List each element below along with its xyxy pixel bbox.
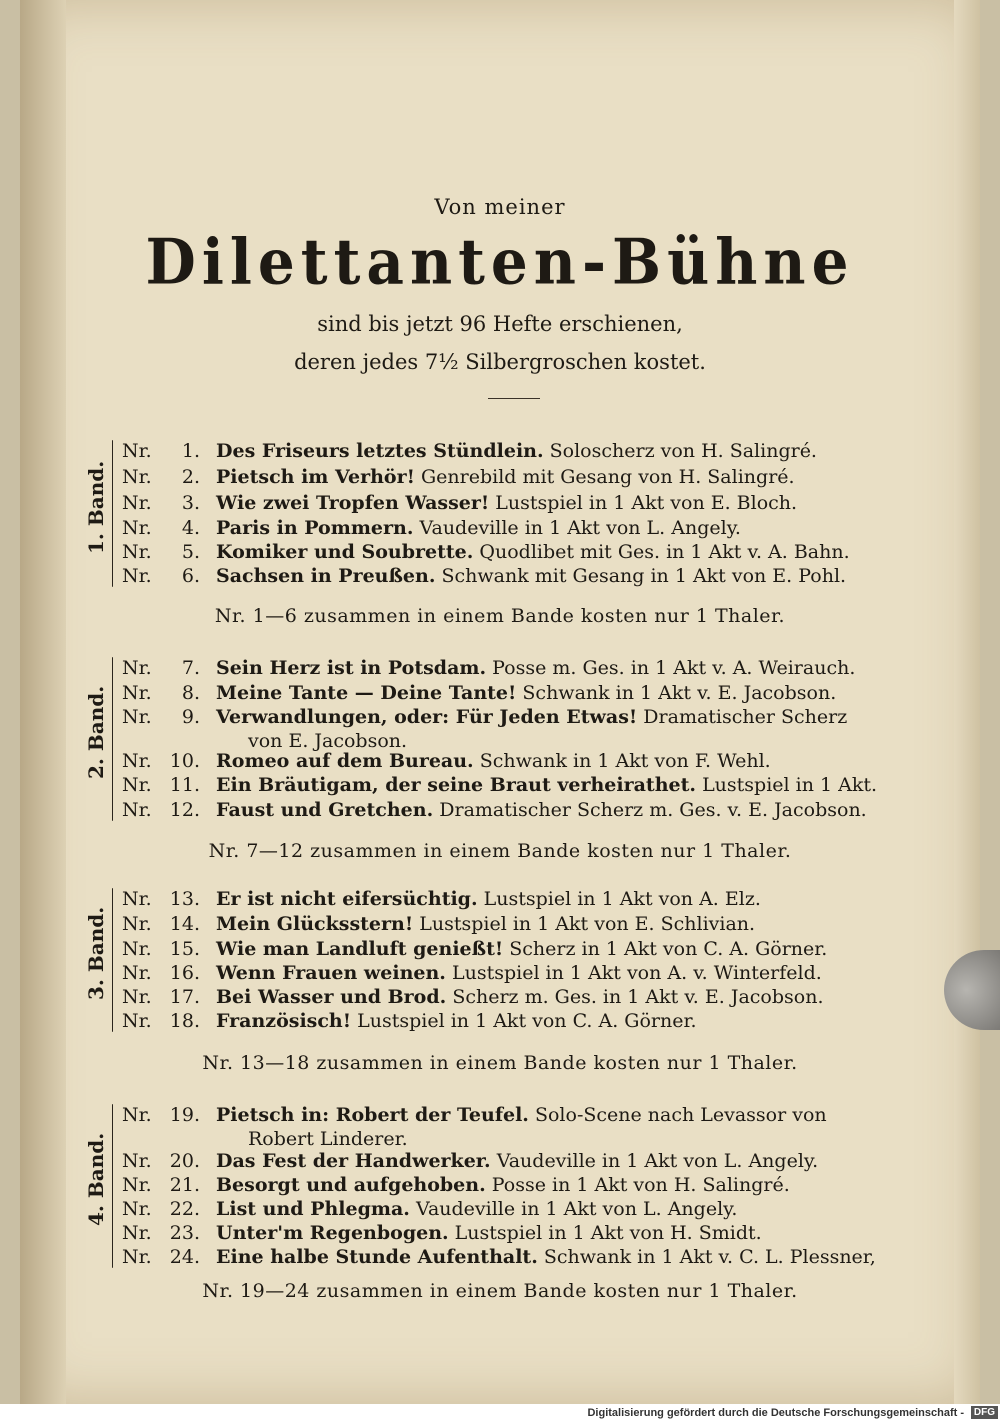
entry-text (216, 1222, 762, 1244)
volume-brace (112, 657, 113, 821)
entry-text (216, 657, 855, 679)
entry-text (216, 440, 817, 462)
volume-brace (112, 1104, 113, 1268)
volume-price-summary: Nr. 1—6 zusammen in einem Bande kosten nur 1 Thaler. (214, 605, 786, 627)
entry-number: 11. (169, 774, 200, 796)
play-description: Vaudeville in 1 Akt von L. Angely. (415, 1198, 738, 1220)
entry-number: 16. (169, 962, 200, 984)
play-title: Bei Wasser und Brod. (216, 986, 447, 1008)
play-description: Posse in 1 Akt von H. Salingré. (491, 1174, 790, 1196)
play-title: Besorgt und aufgehoben. (216, 1174, 486, 1196)
play-description: Dramatischer Scherz (643, 706, 848, 728)
entry-nr-label: Nr. (122, 1198, 152, 1220)
play-title: Er ist nicht eifersüchtig. (216, 888, 478, 910)
play-description-continued: von E. Jacobson. (248, 730, 408, 752)
play-description: Solo-Scene nach Levassor von (534, 1104, 827, 1126)
entry-number: 19. (169, 1104, 200, 1126)
play-description: Scherz m. Ges. in 1 Akt v. E. Jacobson. (452, 986, 824, 1008)
entry-text (216, 565, 846, 587)
entry-text (216, 986, 823, 1008)
entry-nr-label: Nr. (122, 706, 152, 728)
entry-number: 14. (169, 913, 200, 935)
header-info-line2: deren jedes 7½ Silbergroschen kostet. (294, 350, 706, 374)
play-title: Eine halbe Stunde Aufenthalt. (216, 1246, 538, 1268)
play-title: Komiker und Soubrette. (216, 541, 474, 563)
entry-text (216, 799, 867, 821)
volume-label: 4. Band. (84, 1132, 108, 1226)
play-description-continued: Robert Linderer. (248, 1128, 408, 1150)
entry-text (216, 1198, 737, 1220)
entry-number: 9. (181, 706, 200, 728)
play-description: Lustspiel in 1 Akt. (702, 774, 878, 796)
play-title: Das Fest der Handwerker. (216, 1150, 491, 1172)
entry-number: 23. (169, 1222, 200, 1244)
volume-brace (112, 440, 113, 587)
entry-number: 17. (169, 986, 200, 1008)
entry-nr-label: Nr. (122, 541, 152, 563)
entry-number: 10. (169, 750, 200, 772)
entry-nr-label: Nr. (122, 799, 152, 821)
play-description: Scherz in 1 Akt von C. A. Görner. (509, 938, 828, 960)
entry-nr-label: Nr. (122, 1010, 152, 1032)
page-title: Dilettanten-Bühne (145, 225, 855, 299)
dfg-logo: DFG (971, 1406, 998, 1419)
entry-number: 8. (181, 682, 200, 704)
header-divider (488, 398, 540, 399)
play-description: Lustspiel in 1 Akt von A. Elz. (483, 888, 761, 910)
play-title: Pietsch in: Robert der Teufel. (216, 1104, 529, 1126)
volume-price-summary: Nr. 7—12 zusammen in einem Bande kosten nur 1 Thaler. (208, 840, 792, 862)
volume-price-summary: Nr. 13—18 zusammen in einem Bande kosten nur 1 Thaler. (202, 1052, 798, 1074)
volume-price-summary: Nr. 19—24 zusammen in einem Bande kosten nur 1 Thaler. (202, 1280, 798, 1302)
entry-text (216, 492, 797, 514)
play-title: Wie man Landluft genießt! (216, 938, 504, 960)
play-description: Quodlibet mit Ges. in 1 Akt v. A. Bahn. (479, 541, 850, 563)
play-description: Lustspiel in 1 Akt von H. Smidt. (454, 1222, 762, 1244)
entry-text (216, 774, 877, 796)
entry-text (216, 682, 836, 704)
entry-number: 21. (169, 1174, 200, 1196)
play-title: Wie zwei Tropfen Wasser! (216, 492, 490, 514)
play-title: Faust und Gretchen. (216, 799, 434, 821)
entry-nr-label: Nr. (122, 466, 152, 488)
entry-number: 13. (169, 888, 200, 910)
entry-text (216, 466, 795, 488)
entry-text (216, 888, 761, 910)
play-description: Posse m. Ges. in 1 Akt v. A. Weirauch. (492, 657, 856, 679)
entry-nr-label: Nr. (122, 1246, 152, 1268)
play-description: Dramatischer Scherz m. Ges. v. E. Jacobson. (439, 799, 867, 821)
entry-text (216, 938, 827, 960)
play-title: Paris in Pommern. (216, 517, 414, 539)
play-title: List und Phlegma. (216, 1198, 410, 1220)
play-description: Schwank in 1 Akt v. C. L. Plessner, (543, 1246, 876, 1268)
play-description: Schwank mit Gesang in 1 Akt von E. Pohl. (441, 565, 847, 587)
entry-text (216, 541, 850, 563)
play-title: Meine Tante — Deine Tante! (216, 682, 517, 704)
entry-nr-label: Nr. (122, 1104, 152, 1126)
play-description: Schwank in 1 Akt von F. Wehl. (479, 750, 771, 772)
volume-brace (112, 888, 113, 1032)
volume-label: 1. Band. (84, 460, 108, 554)
entry-nr-label: Nr. (122, 962, 152, 984)
play-description: Soloscherz von H. Salingré. (549, 440, 817, 462)
entry-number: 1. (181, 440, 200, 462)
play-title: Romeo auf dem Bureau. (216, 750, 474, 772)
entry-number: 6. (181, 565, 200, 587)
entry-nr-label: Nr. (122, 657, 152, 679)
header-info-line1: sind bis jetzt 96 Hefte erschienen, (317, 312, 683, 336)
entry-nr-label: Nr. (122, 440, 152, 462)
play-description: Lustspiel in 1 Akt von C. A. Görner. (357, 1010, 697, 1032)
entry-number: 20. (169, 1150, 200, 1172)
entry-number: 5. (181, 541, 200, 563)
play-description: Lustspiel in 1 Akt von A. v. Winterfeld. (451, 962, 822, 984)
entry-text (216, 750, 771, 772)
entry-nr-label: Nr. (122, 1150, 152, 1172)
play-title: Verwandlungen, oder: Für Jeden Etwas! (216, 706, 638, 728)
play-description: Lustspiel in 1 Akt von E. Bloch. (495, 492, 798, 514)
entry-nr-label: Nr. (122, 888, 152, 910)
entry-text (216, 517, 741, 539)
play-title: Pietsch im Verhör! (216, 466, 415, 488)
entry-nr-label: Nr. (122, 986, 152, 1008)
entry-text (216, 1104, 827, 1126)
digitization-credit: Digitalisierung gefördert durch die Deutsche Forschungsgemeinschaft - (587, 1407, 964, 1419)
entry-nr-label: Nr. (122, 682, 152, 704)
entry-number: 3. (181, 492, 200, 514)
entry-number: 15. (169, 938, 200, 960)
play-title: Unter'm Regenbogen. (216, 1222, 449, 1244)
entry-number: 7. (181, 657, 200, 679)
play-title: Französisch! (216, 1010, 352, 1032)
entry-number: 4. (181, 517, 200, 539)
entry-number: 24. (169, 1246, 200, 1268)
entry-nr-label: Nr. (122, 565, 152, 587)
play-description: Genrebild mit Gesang von H. Salingré. (420, 466, 795, 488)
header-intro: Von meiner (434, 195, 566, 219)
volume-label: 2. Band. (84, 685, 108, 779)
entry-nr-label: Nr. (122, 913, 152, 935)
play-description: Vaudeville in 1 Akt von L. Angely. (496, 1150, 819, 1172)
play-title: Mein Glücksstern! (216, 913, 414, 935)
entry-text (216, 1246, 876, 1268)
play-title: Wenn Frauen weinen. (216, 962, 446, 984)
play-description: Lustspiel in 1 Akt von E. Schlivian. (419, 913, 756, 935)
play-description: Schwank in 1 Akt v. E. Jacobson. (522, 682, 837, 704)
entry-text (216, 1010, 697, 1032)
play-title: Sein Herz ist in Potsdam. (216, 657, 487, 679)
entry-nr-label: Nr. (122, 517, 152, 539)
entry-text (216, 1150, 818, 1172)
entry-nr-label: Nr. (122, 1174, 152, 1196)
play-description: Vaudeville in 1 Akt von L. Angely. (419, 517, 741, 539)
entry-text (216, 962, 822, 984)
entry-number: 18. (169, 1010, 200, 1032)
play-title: Sachsen in Preußen. (216, 565, 436, 587)
entry-number: 22. (169, 1198, 200, 1220)
volume-label: 3. Band. (84, 906, 108, 1000)
entry-text (216, 706, 847, 728)
entry-nr-label: Nr. (122, 938, 152, 960)
play-title: Des Friseurs letztes Stündlein. (216, 440, 544, 462)
entry-nr-label: Nr. (122, 492, 152, 514)
entry-number: 2. (181, 466, 200, 488)
entry-number: 12. (169, 799, 200, 821)
entry-text (216, 1174, 790, 1196)
entry-nr-label: Nr. (122, 750, 152, 772)
entry-nr-label: Nr. (122, 774, 152, 796)
entry-text (216, 913, 755, 935)
play-title: Ein Bräutigam, der seine Braut verheirathet. (216, 774, 697, 796)
entry-nr-label: Nr. (122, 1222, 152, 1244)
